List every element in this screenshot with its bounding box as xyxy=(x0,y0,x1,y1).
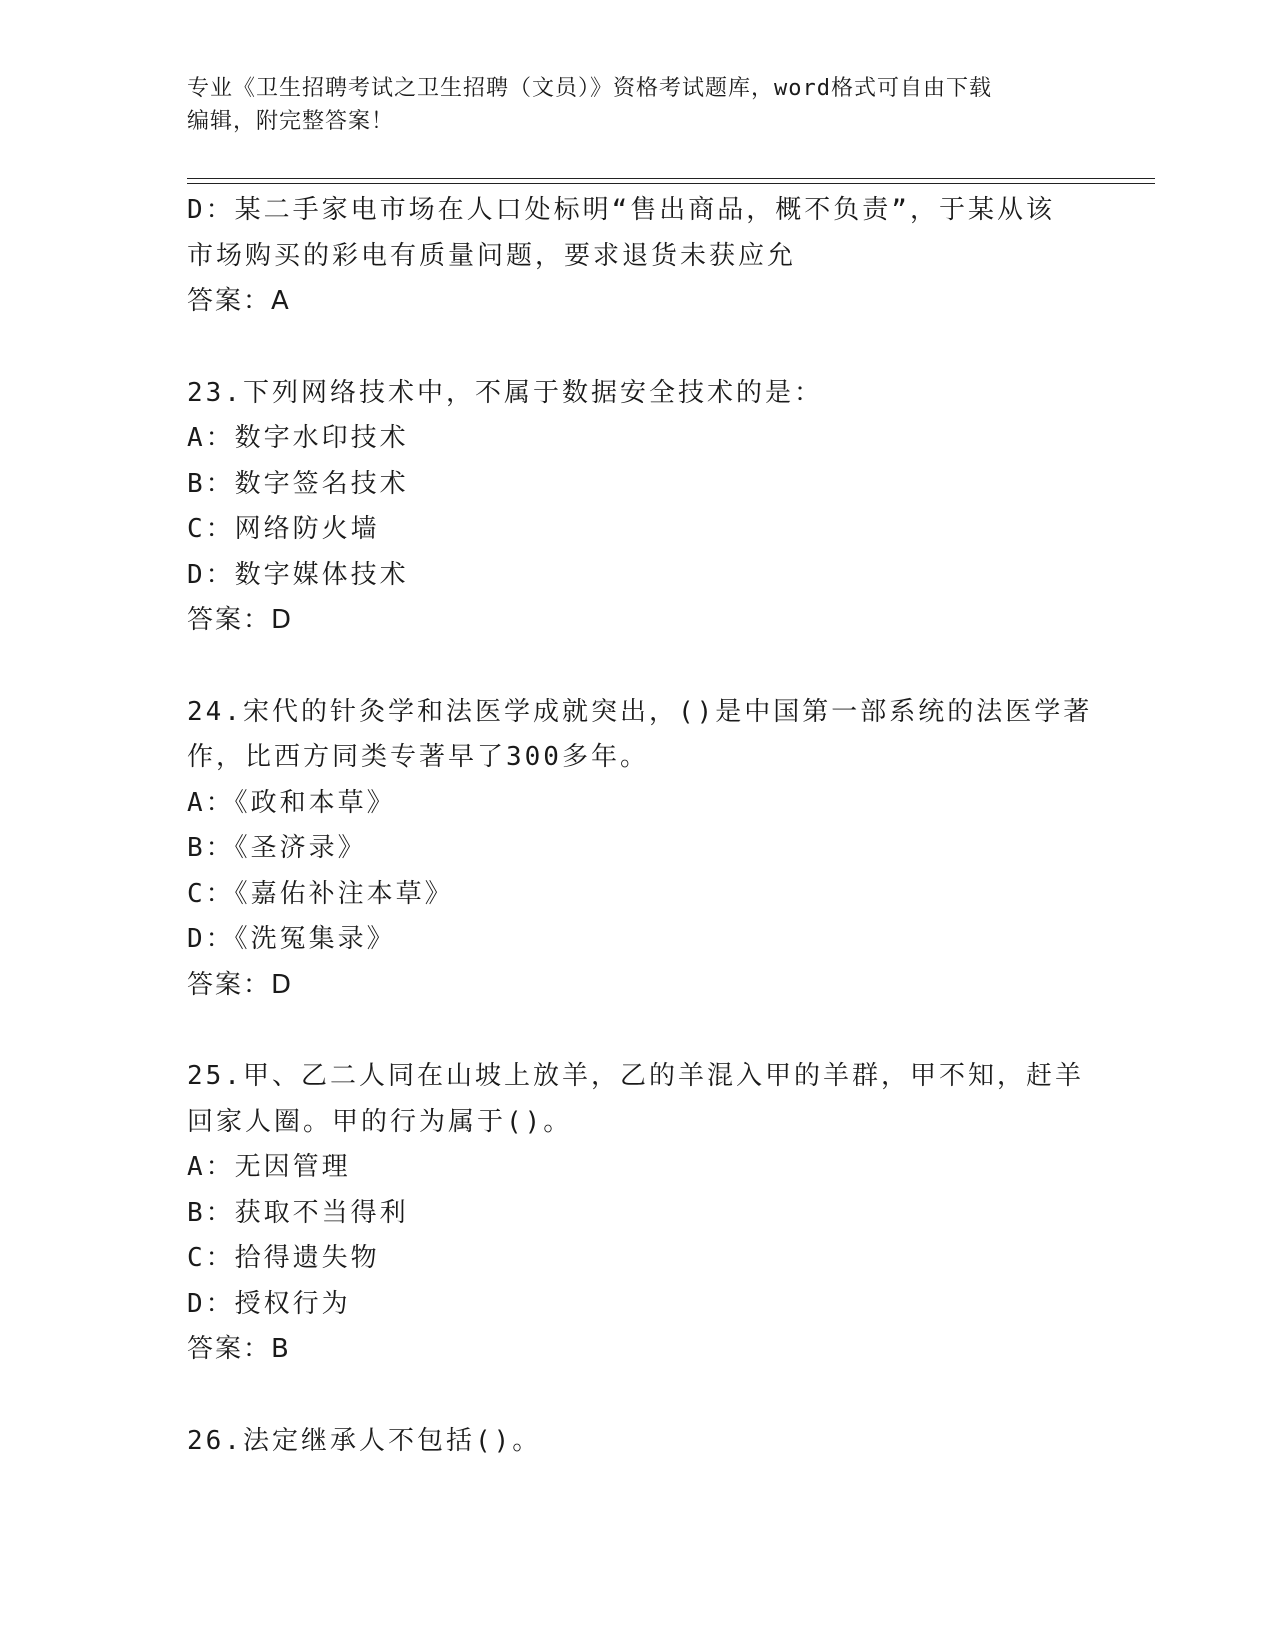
header-divider-bottom xyxy=(187,183,1155,184)
question-25-option-a: A：无因管理 xyxy=(187,1152,351,1182)
question-23-option-a: A：数字水印技术 xyxy=(187,423,409,453)
answer-24: 答案：D xyxy=(187,969,294,1000)
question-25-stem-line-2: 回家人圈。甲的行为属于()。 xyxy=(187,1106,573,1137)
answer-23: 答案：D xyxy=(187,605,294,635)
question-23-option-c: C：网络防火墙 xyxy=(187,514,380,544)
question-23-option-b: B：数字签名技术 xyxy=(187,468,409,499)
question-24-stem-line-2: 作，比西方同类专著早了300多年。 xyxy=(187,742,649,772)
question-24-stem-line-1: 24.宋代的针灸学和法医学成就突出，()是中国第一部系统的法医学著 xyxy=(187,696,1093,727)
question-25-option-d: D：授权行为 xyxy=(187,1288,351,1319)
header-line-2: 编辑，附完整答案！ xyxy=(187,109,395,134)
header-divider-top xyxy=(187,178,1155,179)
question-23 xyxy=(187,371,1077,644)
question-23-option-d: D：数字媒体技术 xyxy=(187,559,409,590)
header-line-1: 专业《卫生招聘考试之卫生招聘（文员）》资格考试题库，word格式可自由下载 xyxy=(187,76,992,101)
question-24-option-c: C：《嘉佑补注本草》 xyxy=(187,878,454,909)
document-body xyxy=(187,188,1093,1464)
question-24-option-a: A：《政和本草》 xyxy=(187,787,396,818)
question-25 xyxy=(187,1054,1084,1373)
question-25-option-c: C：拾得遗失物 xyxy=(187,1243,380,1273)
question-24 xyxy=(187,690,1093,1009)
answer-22: 答案：A xyxy=(187,286,291,316)
question-22-continued xyxy=(187,188,1077,325)
document-header xyxy=(187,72,1067,138)
question-24-option-b: B：《圣济录》 xyxy=(187,833,367,863)
question-24-option-d: D：《洗冤集录》 xyxy=(187,924,396,954)
question-25-stem-line-1: 25.甲、乙二人同在山坡上放羊，乙的羊混入甲的羊群，甲不知，赶羊 xyxy=(187,1061,1084,1091)
option-d-line-2: 市场购买的彩电有质量问题，要求退货未获应允 xyxy=(187,240,797,271)
option-d-line-1: D：某二手家电市场在人口处标明“售出商品，概不负责”，于某从该 xyxy=(187,195,1055,225)
question-23-stem: 23.下列网络技术中，不属于数据安全技术的是： xyxy=(187,377,823,408)
question-25-option-b: B：获取不当得利 xyxy=(187,1197,409,1228)
question-26-stem: 26.法定继承人不包括()。 xyxy=(187,1425,542,1456)
question-26 xyxy=(187,1419,1077,1465)
answer-25: 答案：B xyxy=(187,1334,291,1364)
